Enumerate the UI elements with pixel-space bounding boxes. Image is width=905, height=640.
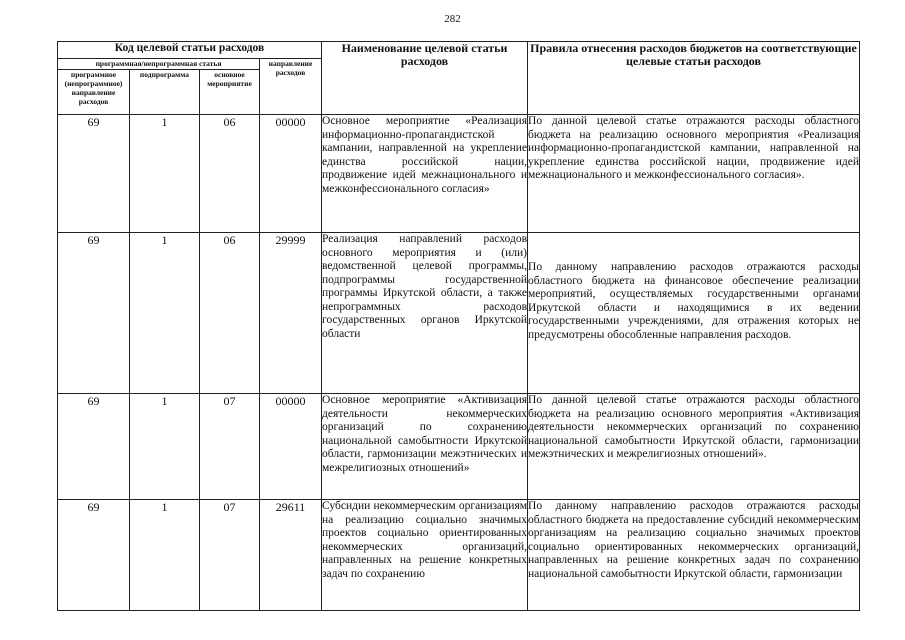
subprogram-code-cell: 1 <box>130 233 200 394</box>
main-event-column-header: основное мероприятие <box>200 70 260 115</box>
direction-code-cell: 00000 <box>260 394 322 500</box>
direction-code-cell: 29611 <box>260 500 322 611</box>
table-row <box>58 500 860 611</box>
program-code-cell: 69 <box>58 233 130 394</box>
code-group-header: Код целевой статьи расходов <box>58 42 322 59</box>
item-rule-cell: По данному направлению расходов отражаются расходы областного бюджета на финансовое обеспечение реализации мероприятий, осуществляемых государственными органами Иркутской области и находящимися в их ведении государственными учреждениями, для отражения которых не предусмотрены обособленные направления расходов. <box>528 233 860 394</box>
subprogram-code-cell: 1 <box>130 500 200 611</box>
subprogram-column-header: подпрограмма <box>130 70 200 115</box>
event-code-cell: 07 <box>200 394 260 500</box>
name-column-header: Наименование целевой статьи расходов <box>322 42 528 115</box>
rules-column-header: Правила отнесения расходов бюджетов на соответствующие целевые статьи расходов <box>528 42 860 115</box>
event-code-cell: 07 <box>200 500 260 611</box>
item-rule-cell: По данной целевой статье отражаются расходы областного бюджета на реализацию основного мероприятия «Реализация информационно-пропагандистской кампании, направленной на укрепление единства российской нации, продвижение идей межнационального и межконфессионального согласия». <box>528 115 860 233</box>
budget-classification-table <box>57 41 860 611</box>
direction-code-cell: 29999 <box>260 233 322 394</box>
item-name-cell: Основное мероприятие «Реализация информационно-пропагандистской кампании, направленной на укрепление единства российской нации, продвижение идей межнационального и межконфессионального согласия» <box>322 115 528 233</box>
program-code-cell: 69 <box>58 115 130 233</box>
item-name-cell: Основное мероприятие «Активизация деятельности некоммерческих организаций по сохранению национальной самобытности Иркутской области, гармонизации межэтнических и межрелигиозных отношений» <box>322 394 528 500</box>
subprogram-code-cell: 1 <box>130 115 200 233</box>
item-rule-cell: По данной целевой статье отражаются расходы областного бюджета на реализацию основного мероприятия «Активизация деятельности некоммерческих организаций по сохранению национальной самобытности Иркутской области, гармонизации межэтнических и межрелигиозных отношений». <box>528 394 860 500</box>
direction-code-cell: 00000 <box>260 115 322 233</box>
event-code-cell: 06 <box>200 115 260 233</box>
item-rule-cell: По данному направлению расходов отражаются расходы областного бюджета на предоставление субсидий некоммерческим организациям на реализацию социально значимых проектов социально ориентированных некоммерческих организаций, направленных на решение конкретных задач по сохранению национальной самобытности Иркутской области, гармонизации <box>528 500 860 611</box>
subprogram-code-cell: 1 <box>130 394 200 500</box>
program-column-header: программное (непрограммное) направление расходов <box>58 70 130 115</box>
page-number: 282 <box>444 13 461 25</box>
direction-column-header: направление расходов <box>260 59 322 115</box>
table-row <box>58 115 860 233</box>
event-code-cell: 06 <box>200 233 260 394</box>
item-name-cell: Субсидии некоммерческим организациям на реализацию социально значимых проектов социально ориентированных некоммерческих организаций, направленных на решение конкретных задач по сохранению <box>322 500 528 611</box>
program-code-cell: 69 <box>58 500 130 611</box>
table-row <box>58 233 860 394</box>
program-code-cell: 69 <box>58 394 130 500</box>
table-row <box>58 394 860 500</box>
item-name-cell: Реализация направлений расходов основного мероприятия и (или) ведомственной целевой программы, подпрограммы государственной программы Иркутской области, а также непрограммных расходов государственных органов Иркутской области <box>322 233 528 394</box>
program-group-header: программная/непрограммная статья <box>58 59 260 70</box>
